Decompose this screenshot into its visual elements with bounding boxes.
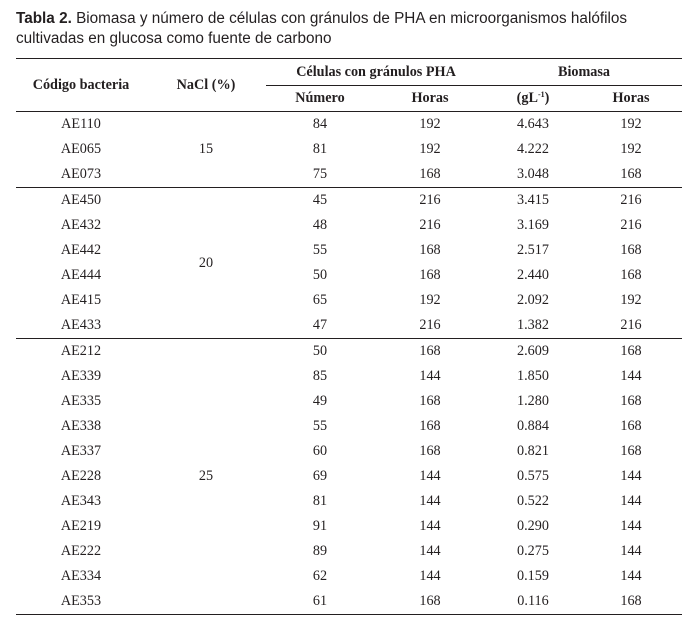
cell-biomasa: 3.415 xyxy=(517,192,549,208)
cell-horas-biomasa: 144 xyxy=(620,368,642,384)
cell-horas-biomasa: 192 xyxy=(620,116,642,132)
cell-horas-celulas: 144 xyxy=(419,518,441,534)
cell-code: AE212 xyxy=(60,343,102,359)
cell-numero: 50 xyxy=(312,343,328,359)
cell-biomasa: 1.850 xyxy=(517,368,549,384)
table-row xyxy=(16,238,682,263)
cell-horas-biomasa: 192 xyxy=(620,141,642,157)
cell-horas-celulas: 192 xyxy=(419,141,441,157)
cell-biomasa: 2.440 xyxy=(517,267,549,283)
table-row xyxy=(16,162,682,188)
cell-code: AE222 xyxy=(60,543,102,559)
cell-horas-biomasa: 144 xyxy=(620,518,642,534)
cell-horas-biomasa: 168 xyxy=(580,589,682,615)
cell-biomasa: 0.290 xyxy=(517,518,549,534)
cell-biomasa: 4.643 xyxy=(517,116,549,132)
table-row xyxy=(16,188,682,214)
header-numero: Número xyxy=(266,86,374,112)
header-nacl: NaCl (%) xyxy=(146,59,266,112)
cell-code: AE338 xyxy=(60,418,102,434)
cell-horas-celulas: 168 xyxy=(419,393,441,409)
cell-code: AE353 xyxy=(16,589,146,615)
cell-numero: 55 xyxy=(312,418,328,434)
header-celulas: Células con gránulos PHA xyxy=(266,59,486,86)
cell-code: AE442 xyxy=(60,242,102,258)
cell-numero: 84 xyxy=(312,116,328,132)
table-row xyxy=(16,213,682,238)
cell-biomasa: 3.169 xyxy=(517,217,549,233)
header-horas-celulas: Horas xyxy=(374,86,486,112)
cell-code: AE433 xyxy=(16,313,146,339)
cell-numero: 49 xyxy=(312,393,328,409)
cell-horas-celulas: 168 xyxy=(419,242,441,258)
table-body xyxy=(16,112,682,615)
cell-numero: 60 xyxy=(312,443,328,459)
table-row xyxy=(16,389,682,414)
table-row xyxy=(16,288,682,313)
cell-horas-celulas: 216 xyxy=(374,313,486,339)
cell-biomasa: 0.159 xyxy=(517,568,549,584)
cell-numero: 48 xyxy=(312,217,328,233)
cell-horas-biomasa: 216 xyxy=(620,192,642,208)
cell-numero: 45 xyxy=(312,192,328,208)
results-table xyxy=(16,58,682,615)
cell-horas-celulas: 144 xyxy=(419,543,441,559)
cell-numero: 75 xyxy=(266,162,374,188)
table-caption-label: Tabla 2. xyxy=(16,10,72,27)
table-row xyxy=(16,414,682,439)
cell-code: AE444 xyxy=(60,267,102,283)
cell-code: AE415 xyxy=(60,292,102,308)
cell-code: AE335 xyxy=(60,393,102,409)
table-header xyxy=(16,59,682,112)
cell-horas-biomasa: 192 xyxy=(620,292,642,308)
cell-horas-biomasa: 168 xyxy=(620,393,642,409)
cell-horas-biomasa: 168 xyxy=(580,162,682,188)
cell-code: AE110 xyxy=(61,116,101,132)
cell-horas-biomasa: 144 xyxy=(620,543,642,559)
cell-code: AE219 xyxy=(60,518,102,534)
cell-code: AE450 xyxy=(60,192,102,208)
cell-horas-biomasa: 168 xyxy=(620,343,642,359)
biomasa-unit-prefix: (gL xyxy=(516,90,538,106)
biomasa-unit-sup: -1 xyxy=(537,90,545,99)
cell-biomasa: 1.382 xyxy=(486,313,580,339)
cell-code: AE343 xyxy=(60,493,102,509)
table-row xyxy=(16,489,682,514)
cell-horas-biomasa: 168 xyxy=(620,267,642,283)
cell-numero: 47 xyxy=(266,313,374,339)
cell-biomasa: 1.280 xyxy=(517,393,549,409)
cell-numero: 89 xyxy=(312,543,328,559)
header-biomasa: Biomasa xyxy=(486,59,682,86)
cell-horas-celulas: 168 xyxy=(374,162,486,188)
cell-horas-celulas: 144 xyxy=(419,493,441,509)
cell-numero: 61 xyxy=(266,589,374,615)
cell-horas-biomasa: 144 xyxy=(620,493,642,509)
cell-numero: 81 xyxy=(312,493,328,509)
cell-horas-celulas: 168 xyxy=(419,418,441,434)
cell-biomasa: 4.222 xyxy=(517,141,549,157)
cell-horas-celulas: 144 xyxy=(419,368,441,384)
cell-numero: 69 xyxy=(312,468,328,484)
cell-biomasa: 3.048 xyxy=(486,162,580,188)
table-row xyxy=(16,137,682,162)
cell-numero: 81 xyxy=(312,141,328,157)
cell-biomasa: 2.609 xyxy=(517,343,549,359)
cell-nacl: 20 xyxy=(146,188,266,339)
cell-horas-biomasa: 144 xyxy=(620,568,642,584)
cell-biomasa: 0.821 xyxy=(517,443,549,459)
cell-horas-celulas: 168 xyxy=(419,443,441,459)
header-horas-biomasa: Horas xyxy=(580,86,682,112)
cell-biomasa: 0.575 xyxy=(517,468,549,484)
cell-biomasa: 0.275 xyxy=(517,543,549,559)
cell-biomasa: 0.522 xyxy=(517,493,549,509)
table-row xyxy=(16,339,682,365)
cell-code: AE065 xyxy=(60,141,102,157)
cell-numero: 91 xyxy=(312,518,328,534)
cell-code: AE073 xyxy=(16,162,146,188)
cell-code: AE432 xyxy=(60,217,102,233)
cell-horas-biomasa: 168 xyxy=(620,443,642,459)
cell-code: AE334 xyxy=(60,568,102,584)
cell-horas-biomasa: 168 xyxy=(620,418,642,434)
cell-horas-biomasa: 144 xyxy=(620,468,642,484)
table-row xyxy=(16,364,682,389)
cell-horas-celulas: 168 xyxy=(374,589,486,615)
cell-horas-celulas: 144 xyxy=(419,568,441,584)
cell-horas-celulas: 192 xyxy=(419,116,441,132)
cell-horas-celulas: 192 xyxy=(419,292,441,308)
table-row xyxy=(16,564,682,589)
table-row xyxy=(16,112,682,138)
cell-horas-celulas: 144 xyxy=(419,468,441,484)
cell-nacl: 15 xyxy=(146,112,266,188)
cell-horas-biomasa: 168 xyxy=(620,242,642,258)
table-row xyxy=(16,514,682,539)
cell-biomasa: 0.116 xyxy=(486,589,580,615)
table-caption-text: Biomasa y número de células con gránulos de PHA en microorganismos halófilos cultivadas en glucosa como fuente de carbono xyxy=(16,10,628,47)
cell-code: AE337 xyxy=(60,443,102,459)
cell-biomasa: 2.517 xyxy=(517,242,549,258)
cell-nacl: 25 xyxy=(146,339,266,615)
table-row xyxy=(16,263,682,288)
cell-horas-celulas: 168 xyxy=(419,343,441,359)
cell-code: AE228 xyxy=(60,468,102,484)
table-caption xyxy=(16,9,684,49)
cell-code: AE339 xyxy=(60,368,102,384)
header-codigo: Código bacteria xyxy=(16,59,146,112)
table-row xyxy=(16,589,682,615)
cell-biomasa: 0.884 xyxy=(517,418,549,434)
biomasa-unit-suffix: ) xyxy=(544,90,550,106)
cell-numero: 85 xyxy=(312,368,328,384)
cell-numero: 65 xyxy=(312,292,328,308)
cell-horas-biomasa: 216 xyxy=(580,313,682,339)
cell-biomasa: 2.092 xyxy=(517,292,549,308)
table-row xyxy=(16,539,682,564)
cell-horas-biomasa: 216 xyxy=(620,217,642,233)
cell-numero: 50 xyxy=(312,267,328,283)
cell-horas-celulas: 168 xyxy=(419,267,441,283)
cell-horas-celulas: 216 xyxy=(419,217,441,233)
table-row xyxy=(16,464,682,489)
cell-numero: 62 xyxy=(312,568,328,584)
table-row xyxy=(16,313,682,339)
cell-numero: 55 xyxy=(312,242,328,258)
table-row xyxy=(16,439,682,464)
header-biomasa-unit xyxy=(486,86,580,112)
cell-horas-celulas: 216 xyxy=(419,192,441,208)
